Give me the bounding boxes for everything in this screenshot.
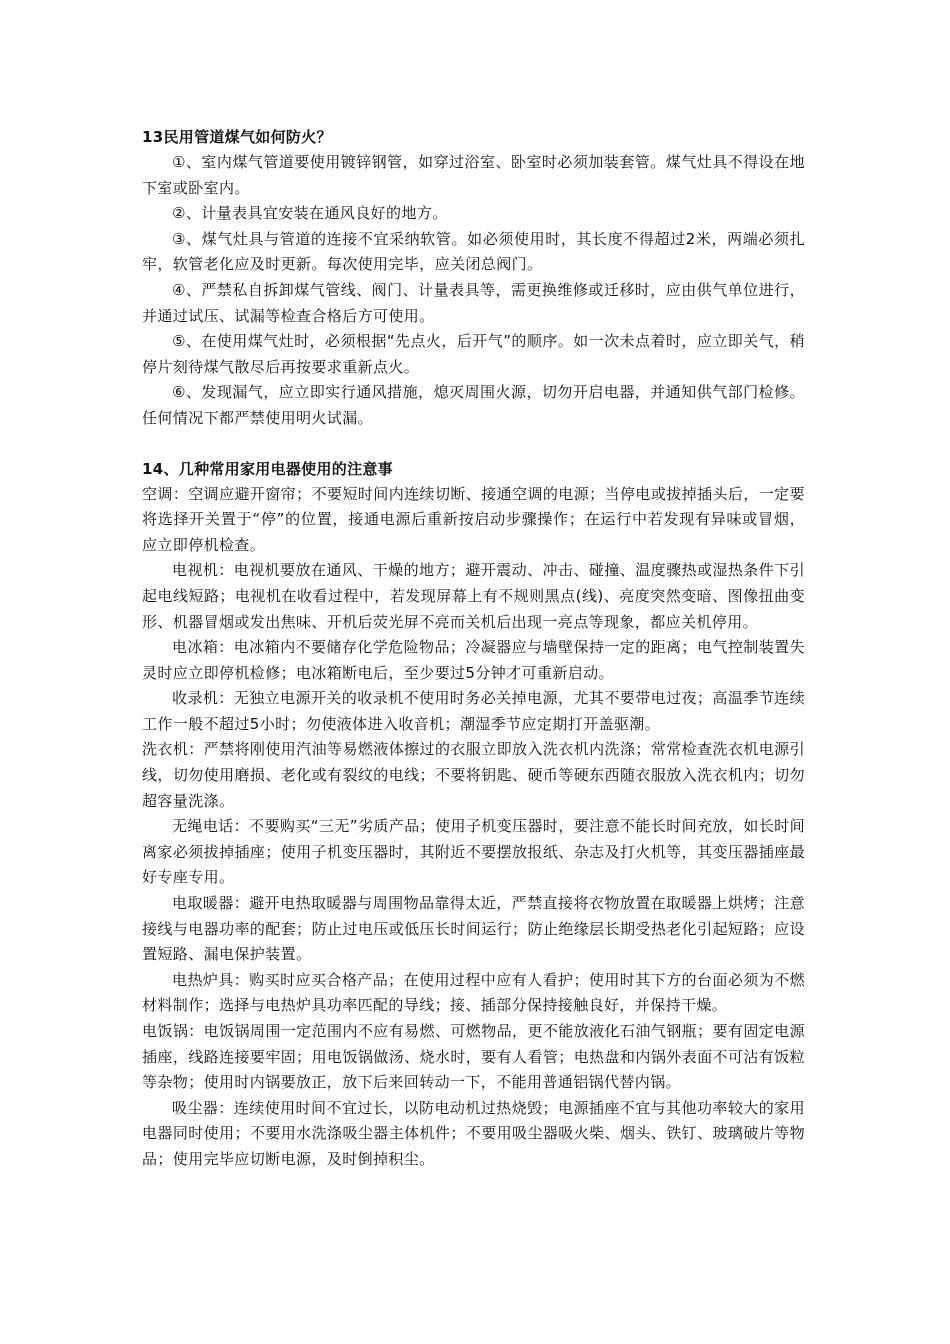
appliance-electric-stove: 电热炉具：购买时应买合格产品；在使用过程中应有人看护；使用时其下方的台面必须为不燃材料制作；选择与电热炉具功率匹配的导线；接、插部分保持接触良好，并保持干燥。 <box>142 970 805 1015</box>
document-page <box>142 124 805 1173</box>
section-13-item-2: ②、计量表具宜安装在通风良好的地方。 <box>172 204 448 223</box>
appliance-vacuum-cleaner: 吸尘器：连续使用时间不宜过长，以防电动机过热烧毁；电源插座不宜与其他功率较大的家用电器同时使用；不要用水洗涤吸尘器主体机件；不要用吸尘器吸火柴、烟头、铁钉、玻璃破片等物品；使用完毕应切断电源，及时倒掉积尘。 <box>142 1098 805 1168</box>
appliance-radio-recorder: 收录机：无独立电源开关的收录机不使用时务必关掉电源，尤其不要带电过夜；高温季节连续工作一般不超过5小时；勿使液体进入收音机；潮湿季节应定期打开盖驱潮。 <box>142 689 805 733</box>
section-13-item-6: ⑥、发现漏气，应立即实行通风措施，熄灭周围火源，切勿开启电器，并通知供气部门检修。任何情况下都严禁使用明火试漏。 <box>142 383 805 427</box>
section-spacer <box>142 432 805 456</box>
appliance-electric-heater: 电取暖器：避开电热取暖器与周围物品靠得太近，严禁直接将衣物放置在取暖器上烘烤；注意接线与电器功率的配套；防止过电压或低压长时间运行；防止绝缘层长期受热老化引起短路；应设置短路、漏电保护装置。 <box>142 894 805 964</box>
section-14-title: 14、几种常用家用电器使用的注意事 <box>142 459 393 478</box>
appliance-rice-cooker: 电饭锅：电饭锅周围一定范围内不应有易燃、可燃物品，更不能放液化石油气钢瓶；要有固定电源插座，线路连接要牢固；用电饭锅做汤、烧水时，要有人看管；电热盘和内锅外表面不可沾有饭粒等杂物；使用时内锅要放正，放下后来回转动一下，不能用普通铝锅代替内锅。 <box>142 1022 805 1092</box>
appliance-cordless-phone: 无绳电话：不要购买“三无”劣质产品；使用子机变压器时，要注意不能长时间充放，如长时间离家必须拔掉插座；使用子机变压器时，其附近不要摆放报纸、杂志及打火机等，其变压器插座最好专座专用。 <box>142 817 805 887</box>
appliance-air-conditioner: 空调：空调应避开窗帘；不要短时间内连续切断、接通空调的电源；当停电或拔掉插头后，一定要将选择开关置于“停”的位置，接通电源后重新按启动步骤操作；在运行中若发现有异味或冒烟，应立即停机检查。 <box>142 484 805 554</box>
appliance-refrigerator: 电冰箱：电冰箱内不要储存化学危险物品；冷凝器应与墙壁保持一定的距离；电气控制装置失灵时应立即停机检修；电冰箱断电后，至少要过5分钟才可重新启动。 <box>142 638 805 682</box>
section-13-item-5: ⑤、在使用煤气灶时，必须根据“先点火，后开气”的顺序。如一次未点着时，应立即关气，稍停片刻待煤气散尽后再按要求重新点火。 <box>142 332 805 376</box>
section-13-title: 13民用管道煤气如何防火？ <box>142 128 332 146</box>
section-13-item-1: ①、室内煤气管道要使用镀锌钢管，如穿过浴室、卧室时必须加装套管。煤气灶具不得设在地下室或卧室内。 <box>142 153 805 197</box>
appliance-washing-machine: 洗衣机：严禁将刚使用汽油等易燃液体擦过的衣服立即放入洗衣机内洗涤；常常检查洗衣机电源引线，切勿使用磨损、老化或有裂纹的电线；不要将钥匙、硬币等硬东西随衣服放入洗衣机内；切勿超容量洗涤。 <box>142 740 805 810</box>
section-13-item-4: ④、严禁私自拆卸煤气管线、阀门、计量表具等，需更换维修或迁移时，应由供气单位进行，并通过试压、试漏等检查合格后方可使用。 <box>142 280 805 325</box>
section-13-item-3: ③、煤气灶具与管道的连接不宜采纳软管。如必须使用时，其长度不得超过2米，两端必须扎牢，软管老化应及时更新。每次使用完毕，应关闭总阀门。 <box>142 229 805 274</box>
appliance-television: 电视机：电视机要放在通风、干燥的地方；避开震动、冲击、碰撞、温度骤热或湿热条件下引起电线短路；电视机在收看过程中，若发现屏幕上有不规则黑点(线)、亮度突然变暗、图像扭曲变形、机器冒烟或发出焦味、开机后荧光屏不亮而关机后出现一亮点等现象，都应关机停用。 <box>142 561 805 631</box>
